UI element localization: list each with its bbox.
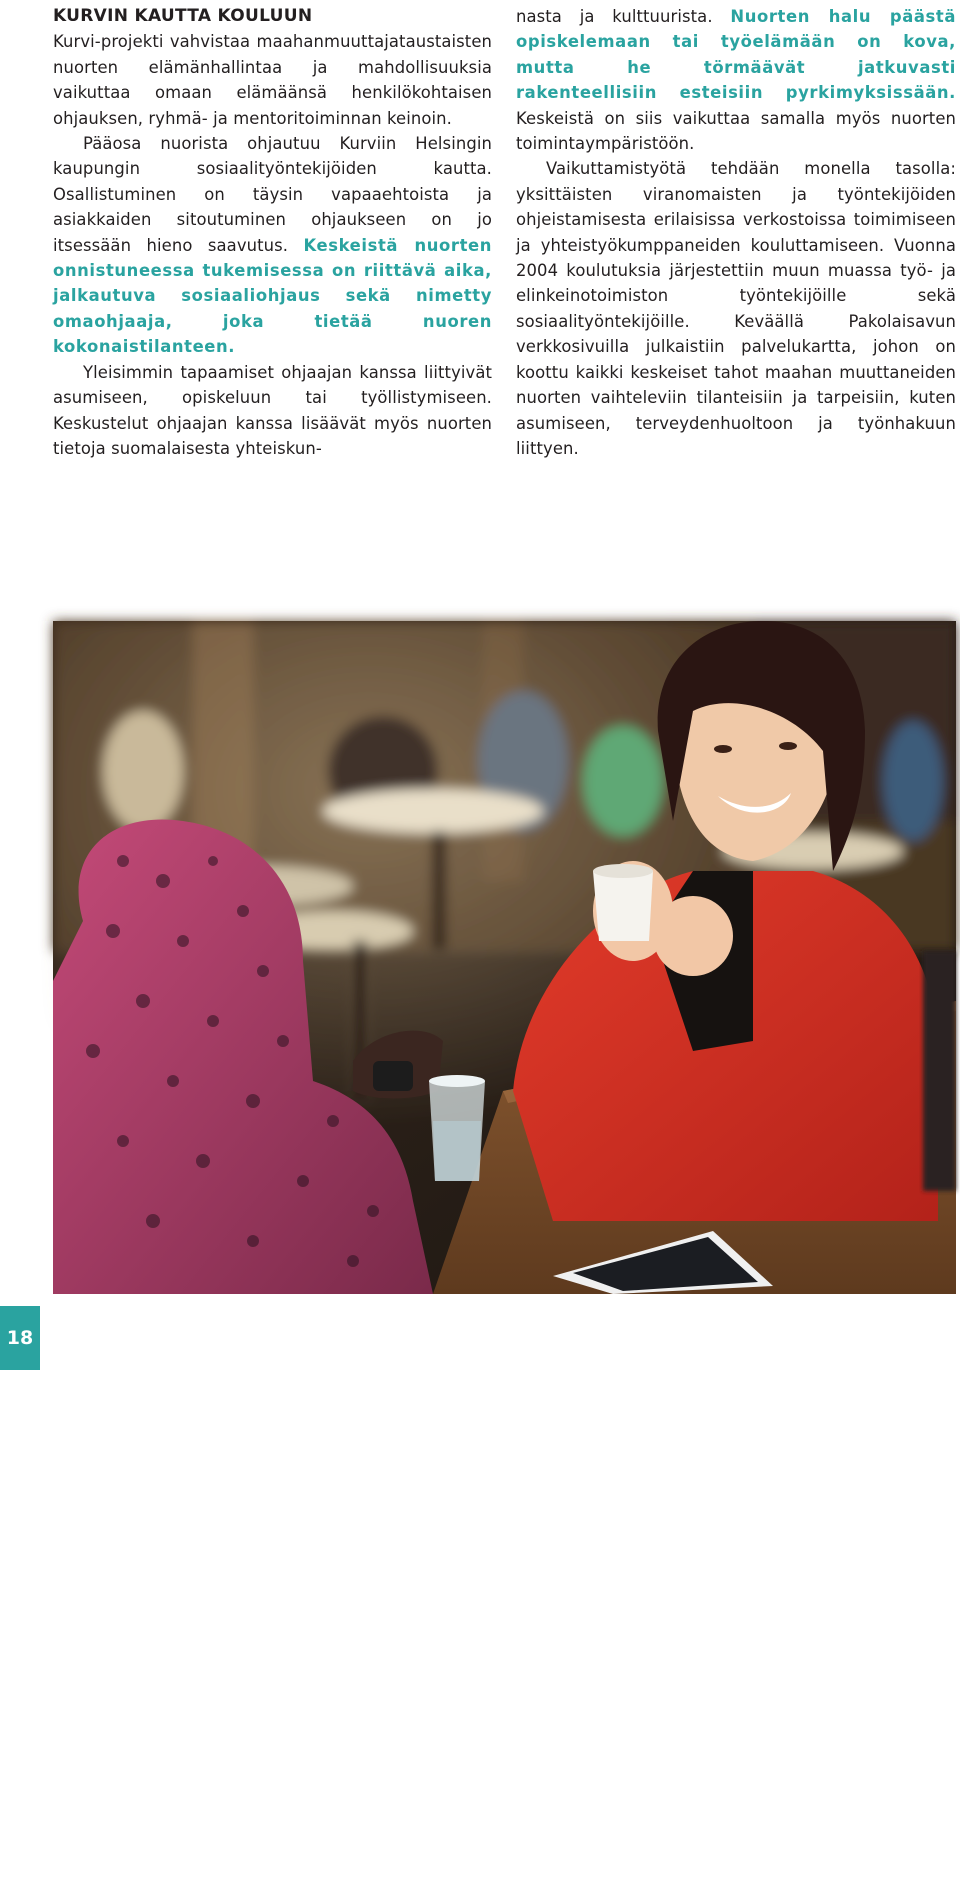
coffee-cup — [593, 871, 653, 941]
section-heading: KURVIN KAUTTA KOULUUN — [53, 6, 313, 26]
wristwatch — [373, 1061, 413, 1091]
paragraph-continuation-end: Keskeistä on siis vaikuttaa samalla myös nuorten toimintaympäristöön. — [516, 108, 956, 154]
cafe-photo — [53, 621, 956, 1903]
highlight-quote-support: Keskeistä nuorten onnistuneessa tukemisessa on riittävä aika, jalkautuva sosiaaliohjaus sekä nimetty omaohjaaja, joka tietää nuoren kokonaistilanteen. — [53, 235, 492, 357]
water-glass — [429, 1075, 485, 1181]
photo-illustration — [53, 621, 956, 1294]
paragraph-continuation — [516, 4, 956, 156]
paragraph-participation-text: Pääosa nuorista ohjautuu Kurviin Helsingin kaupungin sosiaalityöntekijöiden kautta. Osallistuminen on täysin vapaaehtoista ja asiakkaiden sitoutuminen ohjaukseen on jo itsessään hieno saavutus. — [53, 134, 492, 255]
page-number: 18 — [0, 1306, 40, 1370]
photo-credit: Laura Böök — [116, 1826, 131, 1903]
left-column — [53, 4, 492, 461]
paragraph-intro: Kurvi-projekti vahvistaa maahanmuuttajataustaisten nuorten elämänhallintaa ja mahdollisuuksia vaikuttaa omaan elämäänsä henkilökohtaisen ohjauksen, ryhmä- ja mentoritoiminnan keinoin. — [53, 32, 492, 128]
paragraph-participation — [53, 131, 492, 360]
paragraph-meetings: Yleisimmin tapaamiset ohjaajan kanssa liittyivät asumiseen, opiskeluun tai työllistymiseen. Keskustelut ohjaajan kanssa lisäävät myös nuorten tietoja suomalaisesta yhteiskun- — [53, 362, 492, 458]
highlight-quote-barriers: Nuorten halu päästä opiskelemaan tai työelämään on kova, mutta he törmäävät jatkuvasti rakenteellisiin esteisiin pyrkimyksissään. — [516, 7, 956, 103]
paragraph-advocacy: Vaikuttamistyötä tehdään monella tasolla: yksittäisten viranomaisten ja työntekijöiden ohjeistamisesta erilaisissa verkostoissa toimimiseen ja yhteistyökumppaneiden kouluttamiseen. Vuonna 2004 koulutuksia järjestettiin muun muassa työ- ja elinkeinotoimiston työntekijöille sekä sosiaalityöntekijöille. Keväällä Pakolaisavun verkkosivuilla julkaistiin palvelukartta, johon on koottu kaikki keskeiset tahot maahan muuttaneiden nuorten vaihteleviin tilanteisiin ja tarpeisiin, kuten asumiseen, terveydenhuoltoon ja työnhakuun liittyen. — [516, 159, 956, 458]
paragraph-continuation-start: nasta ja kulttuurista. — [516, 7, 731, 26]
right-column — [516, 4, 956, 461]
